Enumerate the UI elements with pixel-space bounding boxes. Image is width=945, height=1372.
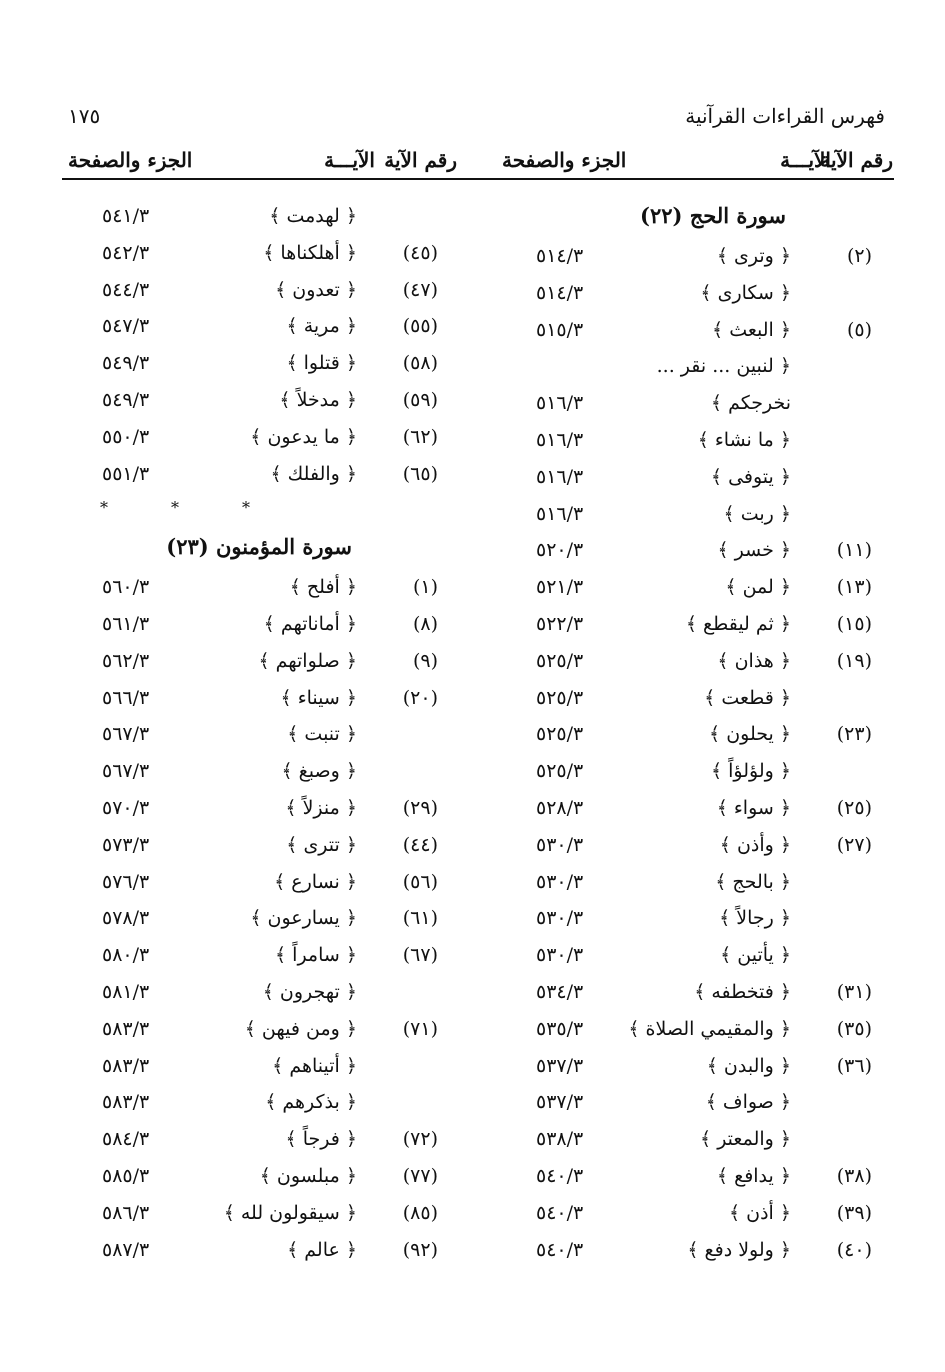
verse-text: ﴿ البعث ﴾	[712, 318, 791, 341]
table-row	[40, 827, 460, 863]
header-volume-page-left: الجزء والصفحة	[68, 148, 193, 172]
verse-number: (٣٩)	[836, 1201, 872, 1224]
volume-page: ٥٤٧/٣	[102, 315, 150, 338]
verse-number: (٦٢)	[402, 425, 438, 448]
verse-text: ﴿ والمعتر ﴾	[700, 1128, 791, 1151]
volume-page: ٥٤٩/٣	[102, 352, 150, 375]
verse-text: ﴿ والبدن ﴾	[706, 1054, 791, 1077]
separator-star: *	[100, 498, 108, 518]
verse-text: ﴿ ثم ليقطع ﴾	[685, 613, 791, 635]
table-row	[40, 1121, 460, 1157]
table-row	[474, 643, 894, 679]
table-row	[40, 235, 460, 271]
table-row	[40, 790, 460, 826]
verse-number: (٤٥)	[402, 241, 438, 264]
verse-text: ﴿ تترى ﴾	[286, 833, 357, 856]
volume-page: ٥٣٤/٣	[536, 981, 584, 1003]
verse-text: ﴿ يتوفى ﴾	[710, 465, 791, 488]
verse-number: (٦٥)	[402, 462, 438, 485]
header-verse-left: الآيـــة	[324, 148, 375, 172]
header-rule	[62, 178, 894, 180]
table-row	[40, 382, 460, 418]
verse-text: ﴿ تهجرون ﴾	[262, 981, 357, 1003]
volume-page: ٥٧٦/٣	[102, 870, 150, 893]
left-column	[40, 198, 460, 1278]
volume-page: ٥٦٧/٣	[102, 723, 150, 746]
volume-page: ٥٦٢/٣	[102, 649, 150, 672]
table-row	[474, 1011, 894, 1047]
table-row	[474, 790, 894, 826]
table-row	[40, 680, 460, 716]
verse-text: ﴿ لهدمت ﴾	[269, 205, 357, 227]
volume-page: ٥٣٠/٣	[536, 907, 584, 930]
table-row	[40, 308, 460, 344]
verse-number: (٣٥)	[836, 1017, 872, 1040]
verse-text: ﴿ عالم ﴾	[287, 1238, 357, 1261]
volume-page: ٥٨٣/٣	[102, 1054, 150, 1077]
verse-number: (٥٥)	[402, 315, 438, 338]
table-row	[40, 1195, 460, 1231]
verse-number: (٢٠)	[402, 686, 438, 709]
volume-page: ٥٣٥/٣	[536, 1017, 584, 1040]
verse-text: ﴿ تنبت ﴾	[287, 723, 357, 746]
table-row	[474, 348, 894, 384]
verse-text: نخرجكم ﴾	[710, 392, 791, 415]
verse-text: ﴿ وترى ﴾	[716, 245, 791, 267]
page-title: فهرس القراءات القرآنية	[685, 104, 885, 128]
verse-text: ﴿ والفلك ﴾	[270, 462, 357, 485]
volume-page: ٥١٤/٣	[536, 245, 584, 267]
volume-page: ٥١٦/٣	[536, 502, 584, 525]
volume-page: ٥١٦/٣	[536, 392, 584, 415]
volume-page: ٥٦١/٣	[102, 613, 150, 635]
verse-text: ﴿ أماناتهم ﴾	[263, 613, 357, 635]
verse-text: ﴿ هذان ﴾	[717, 649, 791, 672]
verse-text: ﴿ لمن ﴾	[725, 576, 791, 599]
table-row	[474, 385, 894, 421]
verse-number: (١٣)	[836, 576, 872, 599]
volume-page: ٥٨٤/٣	[102, 1128, 150, 1151]
table-row	[40, 606, 460, 642]
verse-text: ﴿ خسر ﴾	[717, 539, 791, 562]
separator-star: *	[242, 498, 250, 518]
table-row	[474, 864, 894, 900]
table-row	[40, 937, 460, 973]
verse-number: (٧٢)	[402, 1128, 438, 1151]
table-row	[474, 496, 894, 532]
verse-number: (١٩)	[836, 649, 872, 672]
table-row	[40, 900, 460, 936]
verse-text: ﴿ رجالاً ﴾	[719, 907, 791, 930]
volume-page: ٥٣٧/٣	[536, 1091, 584, 1114]
verse-number: (١)	[412, 576, 438, 599]
verse-number: (٨٥)	[402, 1201, 438, 1224]
table-row	[474, 716, 894, 752]
verse-text: ﴿ ومن فيهن ﴾	[244, 1017, 357, 1040]
table-row	[40, 272, 460, 308]
header-verse-right: الآيـــة	[780, 148, 831, 172]
table-row	[40, 569, 460, 605]
verse-number: (٥٩)	[402, 389, 438, 411]
table-row	[474, 753, 894, 789]
volume-page: ٥٧٠/٣	[102, 797, 150, 819]
table-row	[474, 459, 894, 495]
verse-text: ﴿ ما نشاء ﴾	[697, 429, 791, 451]
volume-page: ٥٧٣/٣	[102, 833, 150, 856]
verse-text: ﴿ مدخلاً ﴾	[279, 389, 357, 411]
verse-text: ﴿ أهلكناها ﴾	[263, 241, 357, 264]
volume-page: ٥٤٠/٣	[536, 1201, 584, 1224]
verse-number: (١٥)	[836, 613, 872, 635]
volume-page: ٥٦٦/٣	[102, 686, 150, 709]
table-row	[474, 1084, 894, 1120]
table-row	[474, 680, 894, 716]
table-row	[40, 864, 460, 900]
volume-page: ٥٨٣/٣	[102, 1017, 150, 1040]
volume-page: ٥٨٠/٣	[102, 944, 150, 967]
volume-page: ٥٤١/٣	[102, 205, 150, 227]
volume-page: ٥٣٠/٣	[536, 870, 584, 893]
verse-number: (٥٦)	[402, 870, 438, 893]
table-row	[474, 900, 894, 936]
verse-text: ﴿ وصبغ ﴾	[281, 760, 357, 783]
volume-page: ٥٢٠/٣	[536, 539, 584, 562]
page-number: ١٧٥	[68, 104, 101, 128]
verse-text: ﴿ يدافع ﴾	[716, 1165, 791, 1187]
volume-page: ٥٢٥/٣	[536, 686, 584, 709]
verse-text: ﴿ مبلسون ﴾	[259, 1165, 357, 1187]
verse-text: ﴿ سامراً ﴾	[275, 944, 357, 967]
verse-number: (٦٧)	[402, 944, 438, 967]
verse-number: (٣٦)	[836, 1054, 872, 1077]
verse-text: ﴿ سيقولون لله ﴾	[223, 1201, 357, 1224]
verse-text: ﴿ أفلح ﴾	[289, 576, 357, 599]
table-row	[474, 1048, 894, 1084]
volume-page: ٥٥١/٣	[102, 462, 150, 485]
verse-text: ﴿ تعدون ﴾	[275, 278, 357, 301]
volume-page: ٥٢١/٣	[536, 576, 584, 599]
verse-number: (٤٠)	[836, 1238, 872, 1261]
verse-text: ﴿ صواف ﴾	[705, 1091, 791, 1114]
table-row	[474, 1121, 894, 1157]
verse-number: (٢٥)	[836, 797, 872, 819]
volume-page: ٥٨٦/٣	[102, 1201, 150, 1224]
volume-page: ٥١٤/٣	[536, 281, 584, 304]
header-verse-number-right: رقم الآية	[820, 148, 893, 172]
table-row	[40, 419, 460, 455]
table-row	[474, 238, 894, 274]
verse-number: (٤٧)	[402, 278, 438, 301]
volume-page: ٥٢٥/٣	[536, 723, 584, 746]
verse-number: (٩)	[412, 649, 438, 672]
table-row	[474, 532, 894, 568]
verse-text: ﴿ والمقيمي الصلاة ﴾	[628, 1017, 791, 1040]
verse-text: ﴿ يحلون ﴾	[709, 723, 791, 746]
table-row	[474, 1158, 894, 1194]
table-row	[474, 275, 894, 311]
verse-number: (٣١)	[836, 981, 872, 1003]
verse-number: (٢)	[846, 245, 872, 267]
table-row	[40, 456, 460, 492]
volume-page: ٥٣٠/٣	[536, 944, 584, 967]
table-row	[474, 606, 894, 642]
verse-text: ﴿ سواء ﴾	[716, 797, 791, 819]
table-row	[40, 1232, 460, 1268]
table-row	[474, 312, 894, 348]
verse-text: ﴿ ولؤلؤاً ﴾	[710, 760, 791, 783]
table-row	[40, 643, 460, 679]
table-row	[40, 1011, 460, 1047]
verse-text: ﴿ بالحج ﴾	[715, 870, 791, 893]
verse-text: ﴿ وأذن ﴾	[719, 833, 791, 856]
volume-page: ٥٨٣/٣	[102, 1091, 150, 1114]
volume-page: ٥٥٠/٣	[102, 425, 150, 448]
right-column	[474, 198, 894, 1278]
table-row	[40, 1048, 460, 1084]
verse-number: (٨)	[412, 613, 438, 635]
table-row	[474, 937, 894, 973]
table-row	[40, 198, 460, 234]
verse-text: ﴿ فرجاً ﴾	[285, 1128, 357, 1151]
volume-page: ٥٢٢/٣	[536, 613, 584, 635]
volume-page: ٥٢٥/٣	[536, 760, 584, 783]
verse-text: ﴿ سكارى ﴾	[700, 281, 791, 304]
volume-page: ٥٤٩/٣	[102, 389, 150, 411]
verse-text: ﴿ لنبين ... نقر ...	[656, 355, 791, 378]
verse-number: (٦١)	[402, 907, 438, 930]
header-verse-number-left: رقم الآية	[384, 148, 457, 172]
verse-text: ﴿ أتيناهم ﴾	[272, 1054, 357, 1077]
verse-text: ﴿ فتخطفه ﴾	[694, 981, 791, 1003]
volume-page: ٥٦٠/٣	[102, 576, 150, 599]
volume-page: ٥٨٧/٣	[102, 1238, 150, 1261]
verse-text: ﴿ ولولا دفع ﴾	[687, 1238, 791, 1261]
verse-text: ﴿ قطعت ﴾	[704, 686, 791, 709]
verse-number: (٤٤)	[402, 833, 438, 856]
verse-text: ﴿ قتلوا ﴾	[286, 352, 357, 375]
volume-page: ٥٨١/٣	[102, 981, 150, 1003]
table-row	[474, 422, 894, 458]
section-separator	[100, 490, 250, 526]
table-row	[40, 716, 460, 752]
header-volume-page-right: الجزء والصفحة	[502, 148, 627, 172]
table-row	[40, 1084, 460, 1120]
verse-text: ﴿ يأتين ﴾	[720, 944, 791, 967]
volume-page: ٥١٥/٣	[536, 318, 584, 341]
separator-star: *	[171, 498, 179, 518]
verse-number: (٢٣)	[836, 723, 872, 746]
table-row	[40, 345, 460, 381]
table-row	[474, 569, 894, 605]
verse-text: ﴿ أذن ﴾	[728, 1201, 791, 1224]
verse-number: (٢٩)	[402, 797, 438, 819]
surah-title: سورة الحج (٢٢)	[640, 203, 786, 228]
volume-page: ٥٣٨/٣	[536, 1128, 584, 1151]
table-row	[474, 1232, 894, 1268]
verse-number: (٣٨)	[836, 1165, 872, 1187]
table-row	[474, 827, 894, 863]
verse-number: (٥)	[846, 318, 872, 341]
verse-text: ﴿ ما يدعون ﴾	[250, 425, 357, 448]
verse-number: (١١)	[836, 539, 872, 562]
volume-page: ٥٣٠/٣	[536, 833, 584, 856]
volume-page: ٥٣٧/٣	[536, 1054, 584, 1077]
volume-page: ٥٢٥/٣	[536, 649, 584, 672]
verse-number: (٩٢)	[402, 1238, 438, 1261]
table-row	[40, 753, 460, 789]
verse-text: ﴿ صلواتهم ﴾	[258, 649, 357, 672]
verse-text: ﴿ نسارع ﴾	[274, 870, 357, 893]
verse-text: ﴿ يسارعون ﴾	[250, 907, 357, 930]
volume-page: ٥٤٤/٣	[102, 278, 150, 301]
volume-page: ٥٤٠/٣	[536, 1238, 584, 1261]
table-row	[40, 974, 460, 1010]
verse-number: (٧١)	[402, 1017, 438, 1040]
verse-text: ﴿ منزلاً ﴾	[285, 797, 357, 819]
volume-page: ٥٨٥/٣	[102, 1165, 150, 1187]
verse-number: (٧٧)	[402, 1165, 438, 1187]
volume-page: ٥٤٢/٣	[102, 241, 150, 264]
volume-page: ٥٢٨/٣	[536, 797, 584, 819]
table-row	[474, 1195, 894, 1231]
verse-text: ﴿ بذكرهم ﴾	[265, 1091, 357, 1114]
verse-number: (٢٧)	[836, 833, 872, 856]
volume-page: ٥١٦/٣	[536, 429, 584, 451]
surah-title: سورة المؤمنون (٢٣)	[166, 534, 352, 560]
volume-page: ٥٧٨/٣	[102, 907, 150, 930]
volume-page: ٥١٦/٣	[536, 465, 584, 488]
table-row	[40, 1158, 460, 1194]
volume-page: ٥٦٧/٣	[102, 760, 150, 783]
verse-text: ﴿ مرية ﴾	[286, 315, 357, 338]
table-row	[474, 974, 894, 1010]
verse-text: ﴿ سيناء ﴾	[280, 686, 357, 709]
verse-number: (٥٨)	[402, 352, 438, 375]
volume-page: ٥٤٠/٣	[536, 1165, 584, 1187]
verse-text: ﴿ ربت ﴾	[723, 502, 791, 525]
